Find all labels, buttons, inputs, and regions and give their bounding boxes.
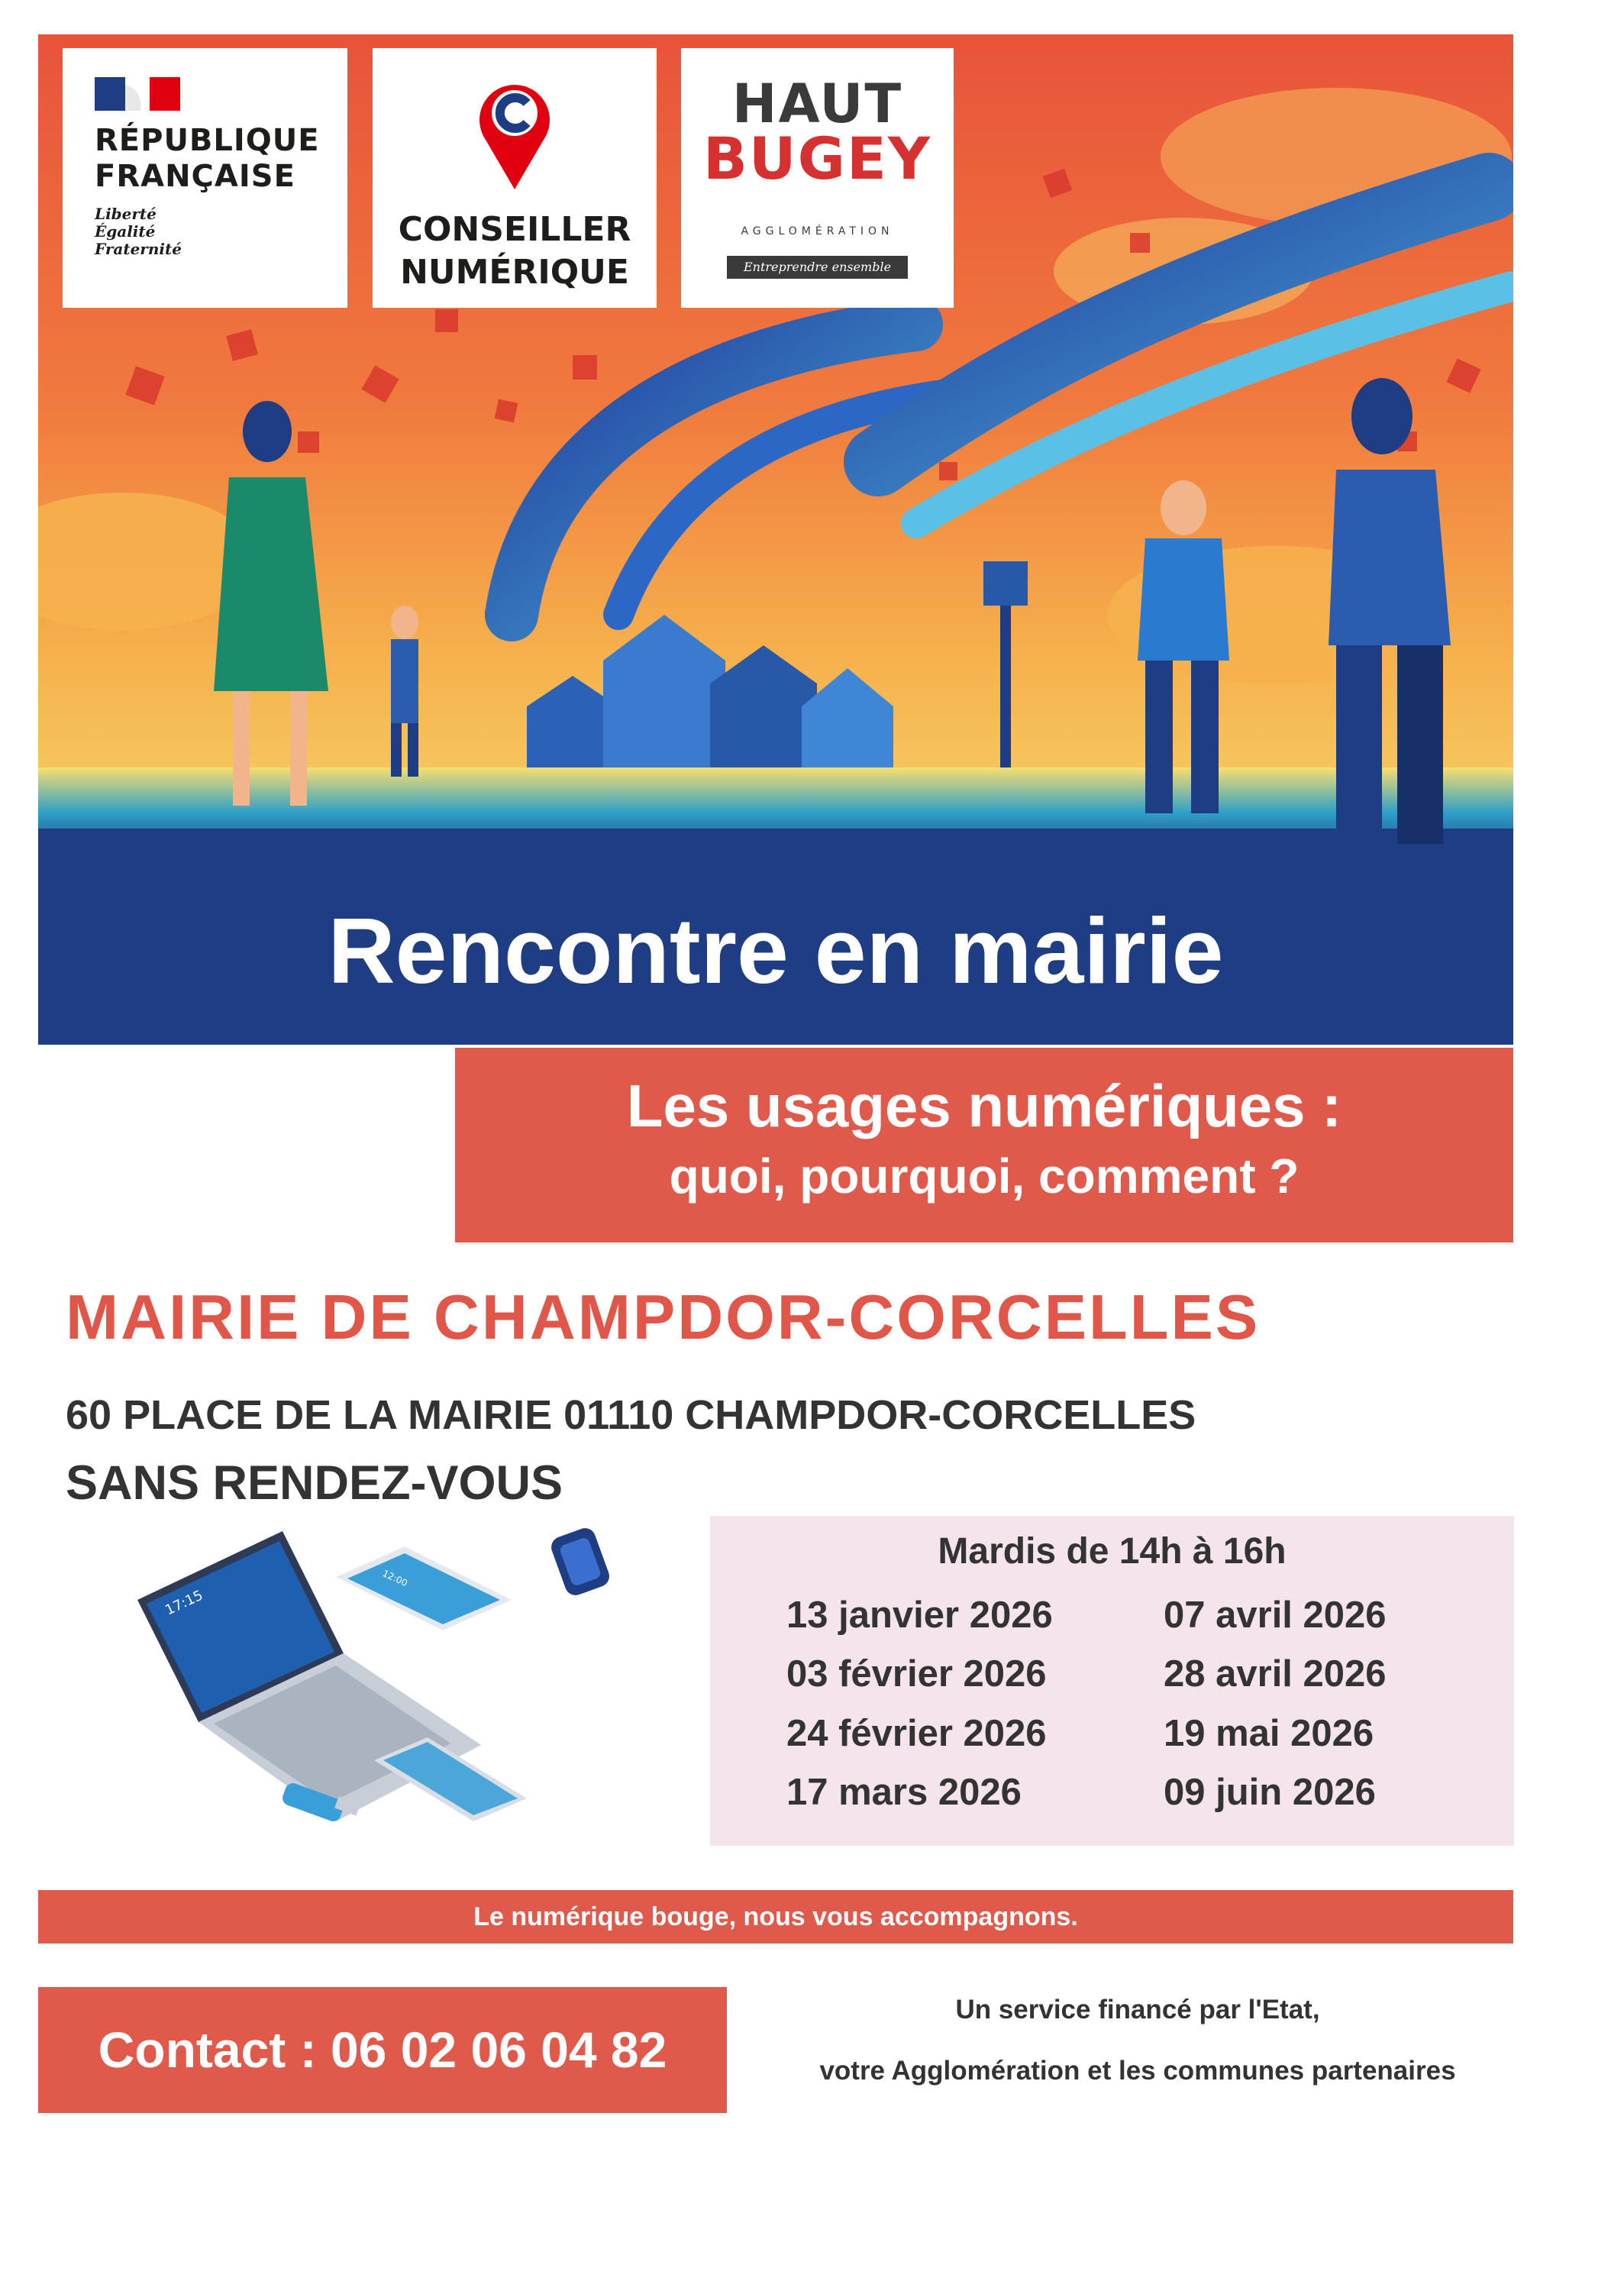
marianne-flag-icon	[95, 77, 180, 111]
contact-phone: Contact : 06 02 06 04 82	[98, 2021, 667, 2078]
date-right-3: 19 mai 2026	[1164, 1713, 1374, 1754]
date-left-3: 24 février 2026	[786, 1713, 1047, 1754]
republique-motto: Liberté Égalité Fraternité	[95, 205, 182, 258]
date-right-4: 09 juin 2026	[1164, 1772, 1376, 1813]
haut-bugey-agglomeration: AGGLOMÉRATION	[741, 225, 894, 238]
appointment-note: SANS RENDEZ-VOUS	[66, 1456, 563, 1510]
schedule-header: Mardis de 14h à 16h	[938, 1531, 1287, 1572]
republique-title: RÉPUBLIQUE FRANÇAISE	[95, 123, 320, 194]
funding-line1: Un service financé par l'Etat,	[955, 1995, 1320, 2024]
republique-francaise-logo	[63, 48, 347, 308]
tablet-clock: 12:00	[380, 1568, 410, 1589]
venue-address: 60 PLACE DE LA MAIRIE 01110 CHAMPDOR-CORCELLES	[66, 1392, 1196, 1438]
date-left-1: 13 janvier 2026	[786, 1595, 1053, 1636]
conseiller-numerique-text: CONSEILLER NUMÉRIQUE	[398, 210, 631, 292]
subtitle-line2: quoi, pourquoi, comment ?	[669, 1149, 1300, 1204]
tablet-icon	[336, 1546, 512, 1630]
haut-bugey-line2: BUGEY	[703, 124, 931, 192]
venue-name: MAIRIE DE CHAMPDOR-CORCELLES	[66, 1281, 1261, 1352]
subtitle-line1: Les usages numériques :	[626, 1072, 1342, 1139]
haut-bugey-line1: HAUT	[731, 73, 903, 135]
map-pin-icon	[476, 71, 553, 193]
haut-bugey-tagline: Entreprendre ensemble	[727, 256, 908, 279]
date-right-2: 28 avril 2026	[1164, 1653, 1387, 1695]
conseiller-numerique-logo	[373, 48, 657, 308]
devices-illustration	[130, 1516, 664, 1837]
laptop-clock: 17:15	[163, 1587, 206, 1619]
smartwatch-icon	[548, 1525, 612, 1598]
tagline: Le numérique bouge, nous vous accompagnons.	[473, 1902, 1078, 1931]
funding-line2: votre Agglomération et les communes partenaires	[819, 2056, 1456, 2086]
page-title: Rencontre en mairie	[328, 899, 1224, 1003]
date-left-4: 17 mars 2026	[786, 1772, 1022, 1813]
date-right-1: 07 avril 2026	[1164, 1595, 1387, 1636]
date-left-2: 03 février 2026	[786, 1653, 1047, 1695]
haut-bugey-logo	[681, 48, 954, 308]
